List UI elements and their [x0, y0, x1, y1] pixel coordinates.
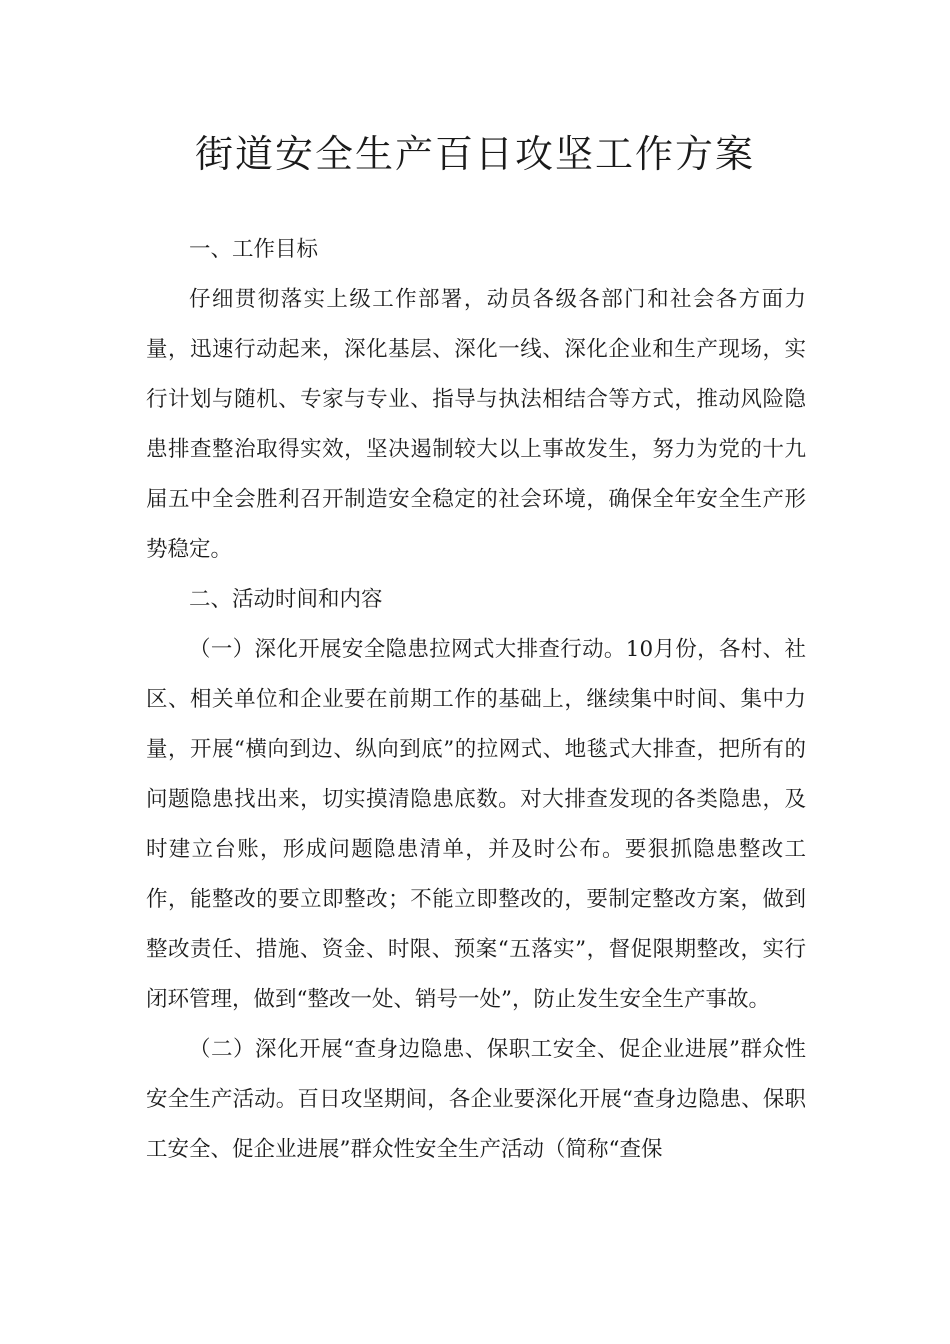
paragraph-goals: 仔细贯彻落实上级工作部署，动员各级各部门和社会各方面力量，迅速行动起来，深化基层、深化一线、深化企业和生产现场，实行计划与随机、专家与专业、指导与执法相结合等方式，推动风险隐患排查整治取得实效，坚决遏制较大以上事故发生，努力为党的十九届五中全会胜利召开制造安全稳定的社会环境，确保全年安全生产形势稳定。	[146, 287, 806, 562]
section-heading-goals: 一、工作目标	[189, 237, 319, 262]
paragraph-item-2: （二）深化开展“查身边隐患、保职工安全、促企业进展”群众性安全生产活动。百日攻坚期间，各企业要深化开展“查身边隐患、保职工安全、促企业进展”群众性安全生产活动（简称“查保	[146, 1037, 806, 1162]
document-title: 街道安全生产百日攻坚工作方案	[194, 132, 755, 176]
section-heading-time-content: 二、活动时间和内容	[189, 587, 383, 612]
paragraph-item-1: （一）深化开展安全隐患拉网式大排查行动。10月份，各村、社区、相关单位和企业要在前期工作的基础上，继续集中时间、集中力量，开展“横向到边、纵向到底”的拉网式、地毯式大排查，把所有的问题隐患找出来，切实摸清隐患底数。对大排查发现的各类隐患，及时建立台账，形成问题隐患清单，并及时公布。要狠抓隐患整改工作，能整改的要立即整改；不能立即整改的，要制定整改方案，做到整改责任、措施、资金、时限、预案“五落实”，督促限期整改，实行闭环管理，做到“整改一处、销号一处”，防止发生安全生产事故。	[146, 637, 806, 1012]
document-body	[146, 225, 806, 1175]
